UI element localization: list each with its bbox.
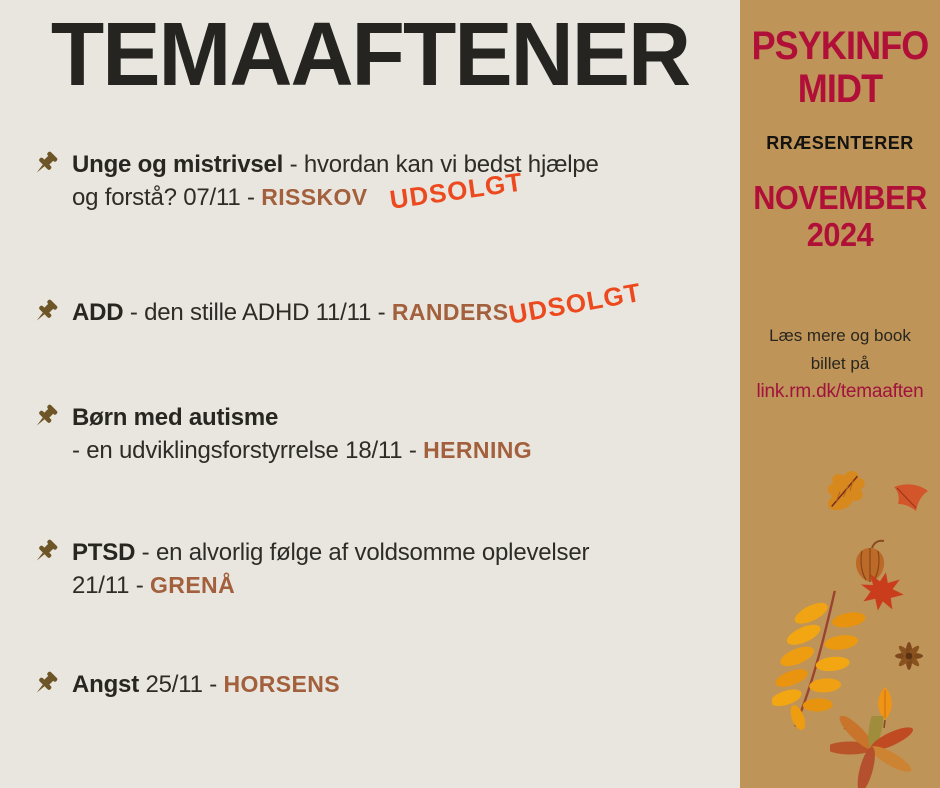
event-item-ptsd [28,536,718,602]
event-city: GRENÅ [150,572,236,598]
month-line1: NOVEMBER [753,179,927,216]
event-title: PTSD [72,539,136,566]
event-text [72,401,532,467]
page-title: TEMAAFTENER [50,5,690,105]
event-date: 21/11 - [72,572,151,599]
soldout-badge: UDSOLGT [506,276,644,330]
event-item-angst [28,668,718,701]
event-title: Unge og mistrivsel [72,151,284,178]
month-label [747,179,933,253]
star-anise-icon [893,641,925,671]
cta-text [740,322,940,378]
event-date: 25/11 - [139,671,224,698]
event-date: og forstå? 07/11 - [72,184,262,211]
oak-leaf-icon [820,467,872,515]
event-city: RANDERS [391,299,509,325]
brand-line2: MIDT [797,67,883,111]
event-description: - en alvorlig følge af voldsomme oplevelser [135,539,590,566]
event-city: HERNING [423,437,533,463]
event-item-add [28,276,718,330]
event-description: - hvordan kan vi bedst hjælpe [283,151,599,178]
brand-title [750,25,930,111]
event-description: - den stille ADHD 11/11 - [123,299,392,326]
event-title: Angst [72,671,139,698]
rowan-leaf-icon [772,588,868,730]
soldout-badge: UDSOLGT [387,166,525,215]
pushpin-icon [28,402,60,434]
brand-line1: PSYKINFO [751,24,929,68]
event-item-boern-med-autisme [28,401,718,467]
event-text [72,148,599,214]
cta-line2: billet på [810,354,870,373]
pushpin-icon [28,149,60,181]
cta-line1: Læs mere og book [769,326,911,345]
sidebar [740,0,940,788]
small-red-leaf-icon [892,481,930,513]
presents-label: RRÆSENTERER [766,133,914,153]
event-description: - en udviklingsforstyrrelse 18/11 - [72,437,424,464]
event-text [72,276,644,330]
pushpin-icon [28,297,60,329]
pushpin-icon [28,669,60,701]
event-title: Børn med autisme [72,404,279,431]
event-text [72,668,340,701]
event-text [72,536,589,602]
booking-link[interactable]: link.rm.dk/temaaften [756,381,924,402]
creeper-leaf-icon [830,716,920,788]
event-city: HORSENS [223,671,341,697]
month-line2: 2024 [806,216,874,253]
event-item-unge-og-mistrivsel [28,148,718,214]
pushpin-icon [28,537,60,569]
event-city: RISSKOV [261,184,368,210]
event-title: ADD [72,299,124,326]
